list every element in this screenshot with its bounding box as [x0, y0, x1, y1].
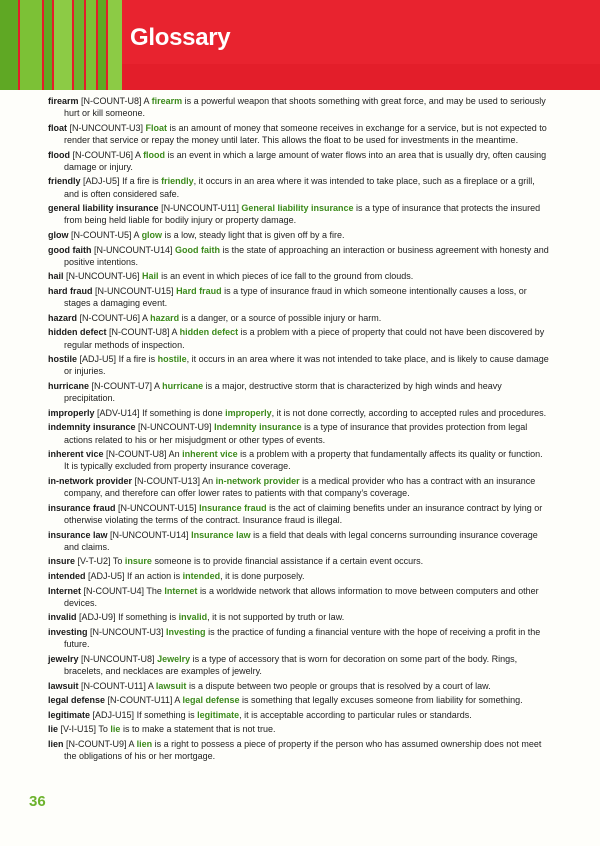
decorative-stripe: [108, 0, 122, 90]
definition-text: is the state of approaching an interaction or business agreement with honesty and positive intentions.: [64, 244, 549, 267]
definition-lead: If a fire is: [118, 354, 156, 365]
definition-text: , it is acceptable according to particular rules or standards.: [239, 709, 472, 720]
glossary-entry: [48, 326, 550, 350]
highlighted-term: in-network provider: [215, 475, 300, 486]
glossary-term: insurance fraud: [48, 502, 116, 513]
glossary-tag: [ADV-U14]: [97, 407, 140, 418]
glossary-entry: [48, 285, 550, 309]
definition-lead: An: [168, 449, 180, 460]
glossary-tag: [N-UNCOUNT-U14]: [94, 244, 173, 255]
highlighted-term: flood: [143, 149, 166, 160]
glossary-list: [48, 95, 550, 765]
decorative-stripe: [54, 0, 72, 90]
glossary-tag: [N-UNCOUNT-U11]: [161, 203, 239, 214]
glossary-entry: [48, 380, 550, 404]
glossary-entry: [48, 502, 550, 526]
glossary-tag: [N-UNCOUNT-U8]: [81, 653, 155, 664]
definition-text: is an event in which a large amount of water flows into an area that is usually dry, often causing damage or injury.: [64, 149, 547, 172]
definition-text: is the practice of funding a financial venture with the hope of receiving a profit in the future.: [64, 626, 541, 650]
highlighted-term: Investing: [166, 626, 206, 637]
glossary-term: inherent vice: [48, 449, 104, 460]
definition-text: is a dispute between two people or groups that is resolved by a court of law.: [188, 680, 491, 691]
definition-text: is a type of insurance that protects the insured from being held liable for bodily injury or property damage.: [64, 203, 541, 226]
definition-text: is a worldwide network that allows information to move between computers and other devices.: [64, 585, 539, 608]
definition-text: is a right to possess a piece of property if the person who has assumed ownership does not meet the obligations of his or her mortgage.: [64, 738, 542, 762]
glossary-tag: [ADJ-U5]: [83, 176, 120, 187]
definition-lead: A: [171, 327, 178, 338]
highlighted-term: Insurance law: [191, 529, 251, 540]
definition-text: is a field that deals with legal concerns surrounding insurance coverage and claims.: [64, 529, 538, 552]
glossary-term: hail: [48, 271, 64, 282]
highlighted-term: hostile: [157, 354, 187, 365]
glossary-tag: [N-UNCOUNT-U14]: [110, 529, 189, 540]
glossary-term: invalid: [48, 612, 77, 623]
glossary-entry: [48, 694, 550, 706]
highlighted-term: lie: [110, 724, 121, 735]
glossary-tag: [N-COUNT-U11]: [107, 695, 173, 706]
decorative-stripe: [74, 0, 84, 90]
glossary-tag: [N-COUNT-U9]: [66, 738, 127, 749]
glossary-tag: [N-UNCOUNT-U9]: [138, 422, 212, 433]
glossary-term: float: [48, 122, 67, 133]
glossary-term: intended: [48, 570, 86, 581]
definition-text: is a type of insurance fraud in which someone intentionally causes a loss, or stages a damaging event.: [64, 285, 527, 309]
glossary-tag: [N-COUNT-U4]: [83, 585, 145, 596]
glossary-entry: [48, 353, 550, 377]
highlighted-term: Hail: [142, 271, 159, 282]
decorative-stripe: [86, 0, 96, 90]
glossary-entry: [48, 270, 550, 282]
glossary-tag: [N-COUNT-U11]: [81, 680, 146, 691]
highlighted-term: Insurance fraud: [199, 502, 267, 513]
page-number: 36: [29, 793, 46, 810]
glossary-tag: [ADJ-U15]: [92, 709, 135, 720]
glossary-tag: [N-COUNT-U6]: [79, 312, 141, 323]
definition-lead: A: [142, 312, 148, 323]
definition-text: , it is not done correctly, according to accepted rules and procedures.: [271, 407, 547, 418]
glossary-tag: [ADJ-U5]: [88, 570, 125, 581]
glossary-term: firearm: [48, 96, 79, 106]
definition-lead: A: [154, 380, 160, 391]
glossary-entry: [48, 202, 550, 226]
glossary-tag: [N-COUNT-U7]: [91, 380, 153, 391]
glossary-entry: [48, 122, 550, 146]
definition-text: is a type of accessory that is worn for decoration on some part of the body. Rings, bracelets, and necklaces are examples of jewelry.: [64, 653, 518, 676]
highlighted-term: lien: [136, 738, 153, 749]
glossary-term: jewelry: [48, 653, 79, 664]
glossary-term: legal defense: [48, 695, 106, 706]
glossary-term: Internet: [48, 585, 82, 596]
glossary-entry: [48, 709, 550, 721]
decorative-stripe: [0, 0, 18, 90]
glossary-term: flood: [48, 149, 70, 160]
definition-text: , it is done purposely.: [220, 570, 305, 581]
glossary-tag: [N-UNCOUNT-U3]: [69, 122, 144, 133]
highlighted-term: Jewelry: [157, 653, 191, 664]
definition-lead: If something is done: [142, 407, 223, 418]
definition-lead: A: [133, 229, 140, 240]
glossary-term: general liability insurance: [48, 203, 159, 214]
highlighted-term: invalid: [178, 612, 208, 623]
glossary-tag: [N-COUNT-U6]: [72, 149, 134, 160]
definition-lead: To: [112, 556, 123, 567]
glossary-entry: [48, 149, 550, 173]
glossary-term: hidden defect: [48, 327, 107, 338]
glossary-term: improperly: [48, 407, 95, 418]
highlighted-term: Internet: [164, 585, 198, 596]
glossary-term: hostile: [48, 354, 78, 365]
glossary-entry: [48, 407, 550, 419]
glossary-term: good faith: [48, 244, 92, 255]
definition-lead: A: [128, 738, 135, 749]
glossary-tag: [N-UNCOUNT-U3]: [90, 626, 164, 637]
highlighted-term: glow: [141, 229, 163, 240]
definition-lead: A: [135, 149, 141, 160]
glossary-tag: [ADJ-U5]: [79, 354, 117, 365]
highlighted-term: lawsuit: [155, 680, 187, 691]
glossary-tag: [N-COUNT-U8]: [81, 96, 142, 106]
highlighted-term: intended: [182, 570, 221, 581]
glossary-entry: [48, 585, 550, 609]
glossary-term: in-network provider: [48, 475, 133, 486]
glossary-entry: [48, 723, 550, 735]
highlighted-term: firearm: [151, 96, 183, 106]
glossary-tag: [N-COUNT-U8]: [106, 449, 167, 460]
definition-lead: A: [143, 96, 150, 106]
definition-text: , it is not supported by truth or law.: [207, 612, 345, 623]
glossary-entry: [48, 611, 550, 623]
glossary-entry: [48, 570, 550, 582]
highlighted-term: friendly: [161, 176, 194, 187]
definition-text: is a danger, or a source of possible injury or harm.: [181, 312, 382, 323]
definition-lead: To: [98, 724, 108, 735]
highlighted-term: Hard fraud: [176, 285, 222, 296]
highlighted-term: hurricane: [162, 380, 204, 391]
glossary-tag: [V-T-U2]: [77, 556, 111, 567]
definition-text: , it occurs in an area where it was intended to take place, such as a fireplace or a grill, and is often considered safe.: [64, 176, 535, 199]
page-title: Glossary: [130, 24, 231, 51]
definition-lead: If something is: [118, 612, 177, 623]
highlighted-term: improperly: [225, 407, 272, 418]
definition-text: is an amount of money that someone receives in exchange for a service, but is not expected to render that service or repay the money until later. This allows the float to be used for investments in the meantime.: [64, 122, 547, 145]
definition-lead: If a fire is: [122, 176, 159, 187]
glossary-tag: [V-I-U15]: [60, 724, 97, 735]
glossary-entry: [48, 475, 550, 499]
glossary-term: hazard: [48, 312, 78, 323]
glossary-tag: [N-UNCOUNT-U15]: [118, 502, 197, 513]
glossary-term: friendly: [48, 176, 81, 187]
definition-text: is the act of claiming benefits under an insurance contract by lying or otherwise violating the terms of the contract. Insurance fraud is illegal.: [64, 502, 543, 525]
glossary-entry: [48, 529, 550, 553]
glossary-term: legitimate: [48, 709, 91, 720]
definition-text: is a problem with a property that fundamentally affects its quality or function. It is typically excluded from property insurance coverage.: [64, 449, 543, 472]
definition-text: is a low, steady light that is given off by a fire.: [164, 229, 345, 240]
glossary-entry: [48, 175, 550, 199]
glossary-term: investing: [48, 626, 88, 637]
glossary-tag: [N-COUNT-U13]: [134, 475, 201, 486]
glossary-tag: [ADJ-U9]: [79, 612, 116, 623]
glossary-term: indemnity insurance: [48, 422, 136, 433]
glossary-tag: [N-COUNT-U8]: [109, 327, 170, 338]
glossary-tag: [N-COUNT-U5]: [71, 229, 132, 240]
highlighted-term: Good faith: [175, 244, 221, 255]
highlighted-term: Indemnity insurance: [214, 422, 302, 433]
page-header: [0, 0, 600, 90]
definition-text: is an event in which pieces of ice fall to the ground from clouds.: [161, 271, 414, 282]
definition-lead: The: [146, 585, 162, 596]
highlighted-term: hazard: [150, 312, 180, 323]
highlighted-term: legitimate: [197, 709, 240, 720]
highlighted-term: Float: [145, 122, 168, 133]
definition-lead: If an action is: [127, 570, 181, 581]
highlighted-term: General liability insurance: [241, 203, 354, 214]
definition-text: is a major, destructive storm that is characterized by high winds and heavy precipitation.: [64, 380, 502, 404]
definition-text: is something that legally excuses someone from liability for something.: [241, 695, 523, 706]
glossary-entry: [48, 653, 550, 677]
decorative-stripe: [44, 0, 52, 90]
glossary-entry: [48, 555, 550, 567]
glossary-term: hard fraud: [48, 285, 93, 296]
decorative-stripe: [98, 0, 106, 90]
glossary-entry: [48, 312, 550, 324]
definition-text: is a powerful weapon that shoots something with great force, and may be used to seriously hurt or kill someone.: [64, 96, 546, 119]
definition-lead: A: [174, 695, 180, 706]
highlighted-term: insure: [124, 556, 152, 567]
definition-text: is a type of insurance that provides protection from legal actions related to his or her misjudgment or other types of events.: [64, 422, 528, 445]
glossary-entry: [48, 244, 550, 268]
glossary-entry: [48, 229, 550, 241]
glossary-tag: [N-UNCOUNT-U6]: [66, 271, 140, 282]
highlighted-term: hidden defect: [179, 327, 239, 338]
glossary-entry: [48, 448, 550, 472]
glossary-entry: [48, 738, 550, 762]
glossary-term: insurance law: [48, 529, 108, 540]
definition-lead: A: [147, 680, 154, 691]
glossary-term: insure: [48, 556, 76, 567]
highlighted-term: inherent vice: [182, 449, 238, 460]
definition-text: , it occurs in an area where it was not intended to take place, and is likely to cause damage or injuries.: [64, 354, 549, 377]
glossary-term: lawsuit: [48, 680, 79, 691]
glossary-entry: [48, 95, 550, 119]
glossary-term: hurricane: [48, 380, 90, 391]
glossary-term: glow: [48, 229, 69, 240]
definition-text: is to make a statement that is not true.: [122, 724, 276, 735]
glossary-entry: [48, 421, 550, 445]
definition-lead: An: [202, 475, 214, 486]
glossary-tag: [N-UNCOUNT-U15]: [95, 285, 174, 296]
highlighted-term: legal defense: [182, 695, 240, 706]
definition-text: is a medical provider who has a contract with an insurance company, and therefore can offer lower rates to patients with that company’s coverage.: [64, 475, 536, 499]
glossary-term: lien: [48, 738, 64, 749]
definition-text: is a problem with a piece of property that could not have been discovered by regular methods of inspection.: [64, 327, 545, 350]
decorative-stripe: [20, 0, 42, 90]
glossary-term: lie: [48, 724, 59, 735]
glossary-entry: [48, 626, 550, 650]
definition-lead: If something is: [136, 709, 195, 720]
glossary-entry: [48, 680, 550, 692]
definition-text: someone is to provide financial assistance if a certain event occurs.: [154, 556, 424, 567]
